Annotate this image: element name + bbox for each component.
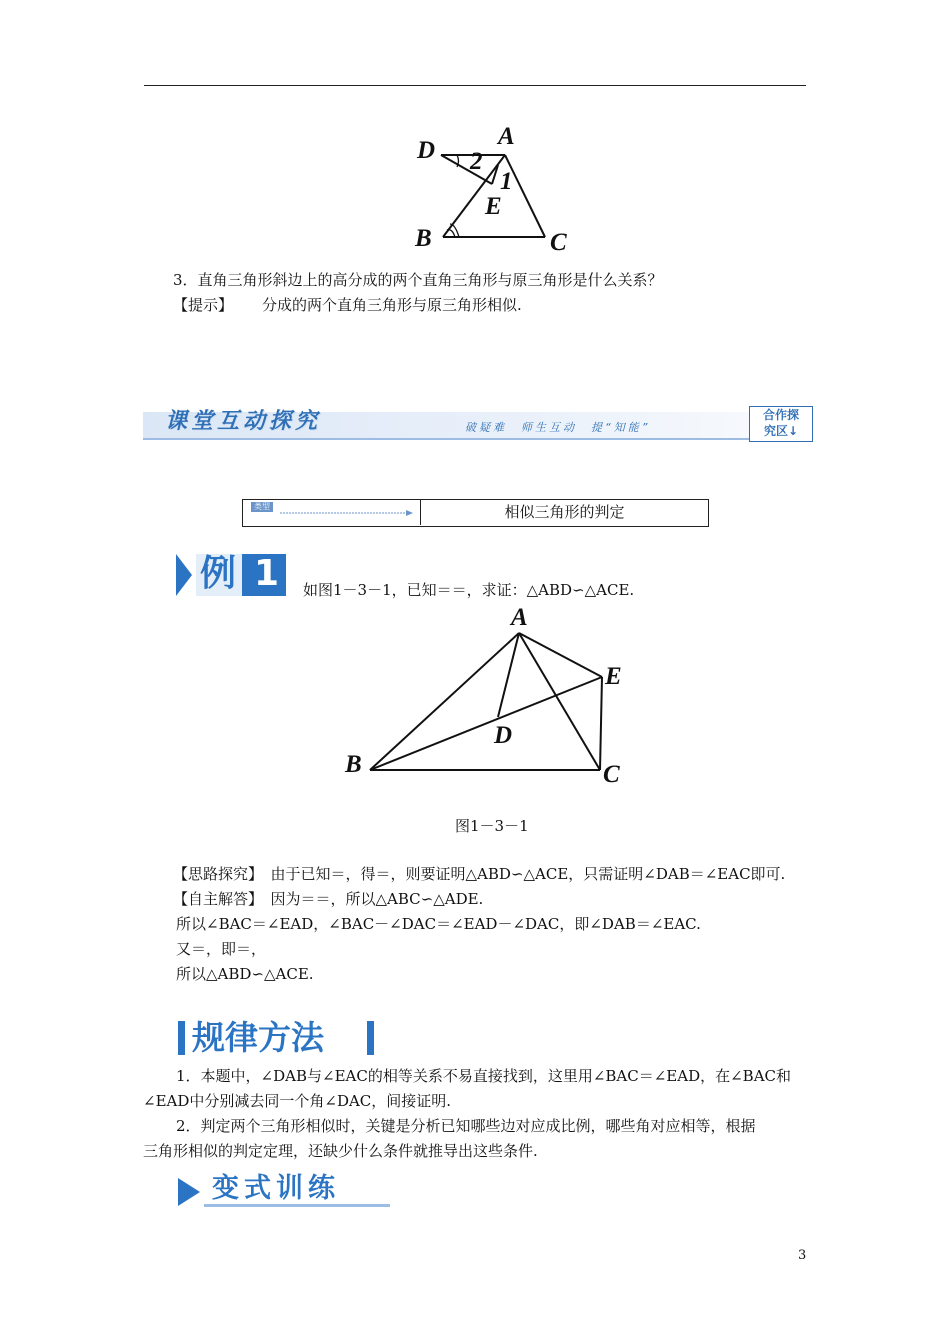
- label-d: D: [417, 137, 436, 164]
- method-line: 1．本题中，∠DAB与∠EAC的相等关系不易直接找到，这里用∠BAC＝∠EAD，在∠BAC和: [176, 1067, 792, 1085]
- solution-line: 【思路探究】 由于已知＝，得＝，则要证明△ABD∽△ACE，只需证明∠DAB＝∠EAC即可.: [173, 865, 786, 883]
- topic-title: 相似三角形的判定: [420, 499, 708, 525]
- label-e: E: [485, 193, 502, 220]
- solution-line: 【自主解答】 因为＝＝，所以△ABC∽△ADE.: [173, 890, 484, 908]
- topic-arrow: [280, 509, 415, 517]
- question-3: 3．直角三角形斜边上的高分成的两个直角三角形与原三角形是什么关系？: [173, 271, 663, 289]
- label-1: 1: [500, 168, 513, 195]
- fig2-label-a: A: [511, 604, 528, 631]
- topic-tag: 类型: [251, 502, 273, 512]
- solution-line: 所以△ABD∽△ACE.: [176, 965, 314, 983]
- page-number: 3: [798, 1248, 807, 1263]
- banner-title: 课堂互动探究: [165, 409, 322, 434]
- variant-heading: 变式训练: [212, 1173, 340, 1204]
- label-a: A: [498, 123, 515, 150]
- side-ad: [498, 633, 519, 717]
- method-line: ∠EAD中分别减去同一个角∠DAC，间接证明.: [143, 1092, 452, 1110]
- figure-caption: 图1－3－1: [455, 817, 529, 835]
- banner-subtitle: 破疑难 师生互动 提“知能”: [465, 421, 651, 434]
- figure-1-3-1: [355, 600, 645, 800]
- banner-box-line2: 究区↓: [763, 424, 799, 438]
- header-rule: [144, 85, 806, 86]
- hint-text: 分成的两个直角三角形与原三角形相似.: [262, 296, 522, 314]
- hint-label: 【提示】: [173, 296, 234, 314]
- method-heading: 规律方法: [192, 1018, 324, 1057]
- label-b: B: [415, 225, 432, 252]
- example-badge-char: 例: [200, 553, 237, 594]
- method-bar-right: [367, 1021, 374, 1055]
- method-line: 2．判定两个三角形相似时，关键是分析已知哪些边对应成比例，哪些角对应相等，根据: [176, 1117, 756, 1135]
- label-c: C: [550, 229, 567, 256]
- fig2-label-d: D: [494, 722, 513, 749]
- side-ec: [600, 677, 602, 770]
- method-line: 三角形相似的判定定理，还缺少什么条件就推导出这些条件.: [143, 1142, 538, 1160]
- fig2-label-e: E: [605, 663, 622, 690]
- solution-line: 所以∠BAC＝∠EAD，∠BAC－∠DAC＝∠EAD－∠DAC，即∠DAB＝∠EAC.: [176, 915, 701, 933]
- angle-mark-d: [457, 155, 459, 167]
- method-bar-left: [178, 1021, 185, 1055]
- side-de: [441, 155, 492, 184]
- banner-box-line1: 合作探: [762, 408, 799, 422]
- label-2: 2: [470, 148, 483, 175]
- example-prompt: 如图1－3－1，已知＝＝，求证：△ABD∽△ACE.: [303, 581, 635, 599]
- fig2-label-b: B: [345, 751, 362, 778]
- banner-box: [749, 406, 813, 442]
- example-badge-num: 1: [254, 553, 280, 594]
- side-be: [370, 677, 602, 770]
- solution-line: 又＝，即＝，: [176, 940, 267, 958]
- fig2-label-c: C: [603, 761, 620, 788]
